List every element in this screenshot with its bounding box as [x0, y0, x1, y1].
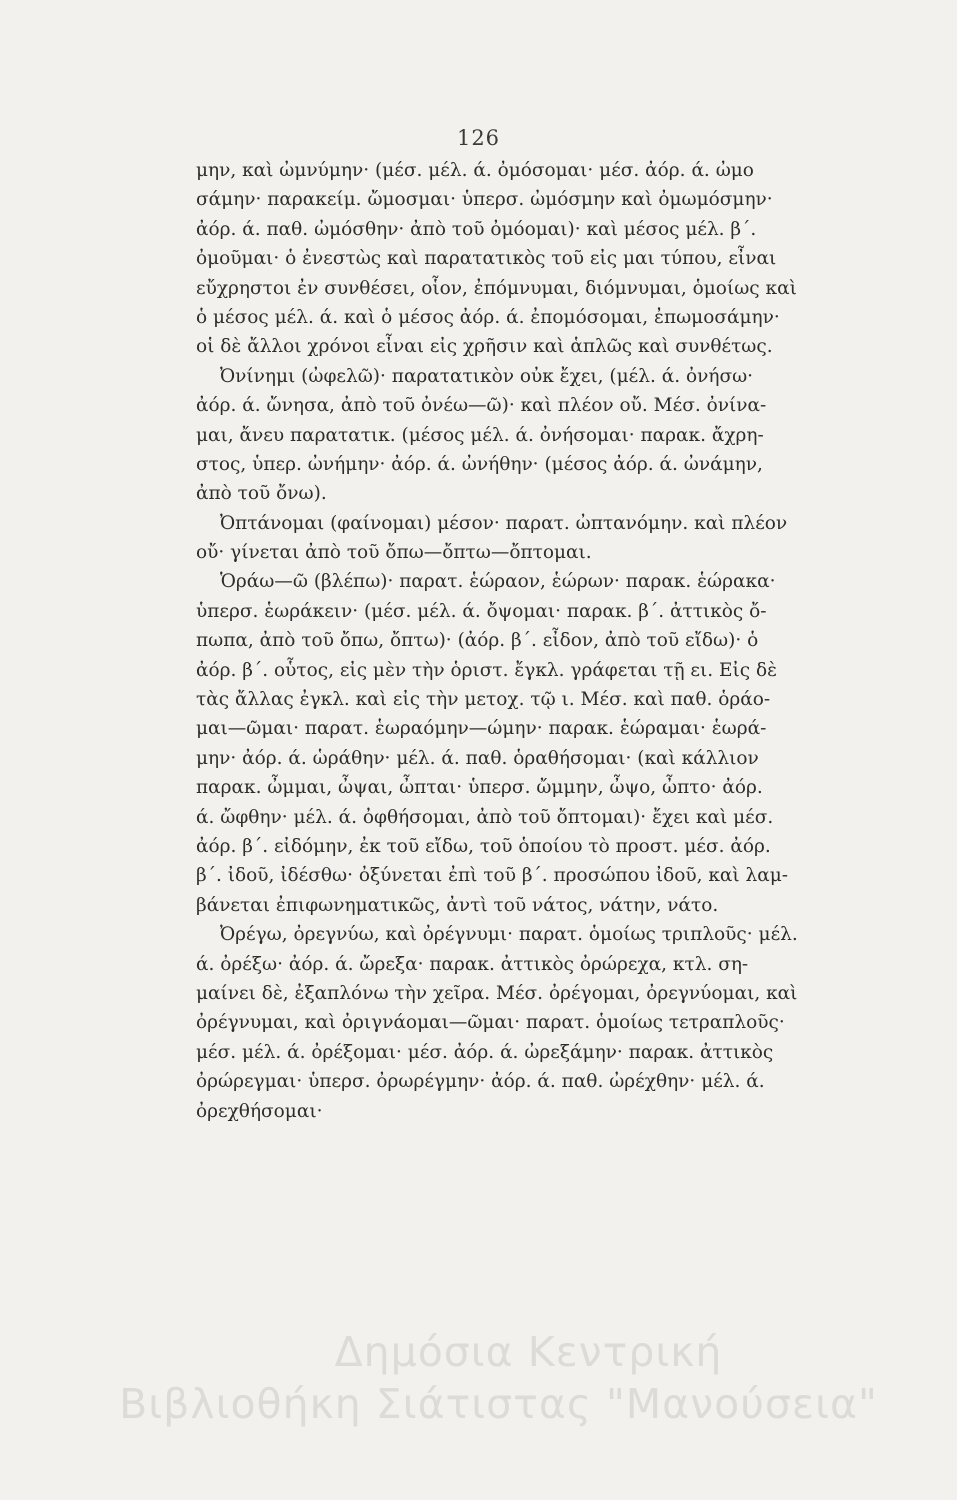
library-watermark-line-1: Δημόσια Κεντρική	[334, 1328, 723, 1376]
text-line: πωπα, ἀπὸ τοῦ ὄπω, ὄπτω)· (ἀόρ. β΄. εἶδον, ἀπὸ τοῦ εἴδω)· ὁ	[196, 630, 759, 652]
text-line: Ὀρέγω, ὀρεγνύω, καὶ ὀρέγνυμι· παρατ. ὁμοίως τριπλοῦς· μέλ.	[220, 924, 798, 946]
text-line: Ὀνίνημι (ὠφελῶ)· παρατατικὸν οὐκ ἔχει, (μέλ. ά. ὀνήσω·	[220, 365, 754, 387]
text-line: ὀρώρεγμαι· ὑπερσ. ὀρωρέγμην· ἀόρ. ά. παθ. ὠρέχθην· μέλ. ά.	[196, 1071, 765, 1093]
text-line: μαι—ῶμαι· παρατ. ἑωραόμην—ώμην· παρακ. ἑώραμαι· ἑωρά-	[196, 718, 767, 740]
text-line: ἀόρ. ά. ὤνησα, ἀπὸ τοῦ ὀνέω—ῶ)· καὶ πλέον οὔ. Μέσ. ὀνίνα-	[196, 395, 767, 417]
text-line: εὔχρηστοι ἐν συνθέσει, οἷον, ἐπόμνυμαι, διόμνυμαι, ὁμοίως καὶ	[196, 277, 797, 299]
text-line: ὑπερσ. ἑωράκειν· (μέσ. μέλ. ά. ὄψομαι· παρακ. β΄. ἀττικὸς ὄ-	[196, 600, 767, 622]
text-line: μην· ἀόρ. ά. ὡράθην· μέλ. ά. παθ. ὁραθήσομαι· (καὶ κάλλιον	[196, 747, 759, 769]
text-line: ἀπὸ τοῦ ὄνω).	[196, 483, 327, 505]
text-line: ὀρέγνυμαι, καὶ ὀριγνάομαι—ῶμαι· παρατ. ὁμοίως τετραπλοῦς·	[196, 1012, 785, 1034]
page-number: 126	[456, 126, 501, 150]
text-line: Ὀπτάνομαι (φαίνομαι) μέσον· παρατ. ὠπτανόμην. καὶ πλέον	[220, 512, 788, 534]
text-line: μέσ. μέλ. ά. ὀρέξομαι· μέσ. ἀόρ. ά. ὠρεξάμην· παρακ. ἀττικὸς	[196, 1041, 774, 1063]
text-line: τὰς ἄλλας ἐγκλ. καὶ εἰς τὴν μετοχ. τῷ ι. Μέσ. καὶ παθ. ὁράο-	[196, 689, 771, 711]
text-line: στος, ὑπερ. ὠνήμην· ἀόρ. ά. ὠνήθην· (μέσος ἀόρ. ά. ὠνάμην,	[196, 453, 763, 475]
library-watermark-line-2: Βιβλιοθήκη Σιάτιστας "Μανούσεια"	[119, 1380, 878, 1428]
text-line: β΄. ἰδοῦ, ἰδέσθω· ὀξύνεται ἐπὶ τοῦ β΄. προσώπου ἰδοῦ, καὶ λαμ-	[196, 865, 789, 887]
text-line: ἀόρ. ά. παθ. ὠμόσθην· ἀπὸ τοῦ ὀμόομαι)· καὶ μέσος μέλ. β΄.	[196, 218, 757, 240]
text-line: μαι, ἄνευ παρατατικ. (μέσος μέλ. ά. ὀνήσομαι· παρακ. ἄχρη-	[196, 424, 764, 446]
text-line: οὔ· γίνεται ἀπὸ τοῦ ὄπω—ὄπτω—ὄπτομαι.	[196, 542, 592, 564]
text-line: οἱ δὲ ἄλλοι χρόνοι εἶναι εἰς χρῆσιν καὶ ἁπλῶς καὶ συνθέτως.	[196, 336, 773, 358]
text-line: μαίνει δὲ, ἐξαπλόνω τὴν χεῖρα. Μέσ. ὀρέγομαι, ὀρεγνύομαι, καὶ	[196, 982, 798, 1004]
text-line: βάνεται ἐπιφωνηματικῶς, ἀντὶ τοῦ νάτος, νάτην, νάτο.	[196, 894, 719, 916]
text-line: ὁ μέσος μέλ. ά. καὶ ὁ μέσος ἀόρ. ά. ἐπομόσομαι, ἐπωμοσάμην·	[196, 306, 780, 328]
text-line: ὀμοῦμαι· ὁ ἐνεστὼς καὶ παρατατικὸς τοῦ εἰς μαι τύπου, εἶναι	[196, 248, 777, 270]
text-line: σάμην· παρακείμ. ὤμοσμαι· ὑπερσ. ὠμόσμην καὶ ὀμωμόσμην·	[196, 189, 773, 211]
text-line: ά. ὀρέξω· ἀόρ. ά. ὤρεξα· παρακ. ἀττικὸς ὀρώρεχα, κτλ. ση-	[196, 953, 749, 975]
page-body-text	[196, 156, 856, 1126]
text-line: μην, καὶ ὠμνύμην· (μέσ. μέλ. ά. ὀμόσομαι· μέσ. ἀόρ. ά. ὠμο	[196, 160, 754, 181]
text-line: Ὁράω—ῶ (βλέπω)· παρατ. ἑώραον, ἑώρων· παρακ. ἑώρακα·	[220, 571, 776, 593]
text-line: ἀόρ. β΄. οὗτος, εἰς μὲν τὴν ὁριστ. ἔγκλ. γράφεται τῇ ει. Εἰς δὲ	[196, 659, 778, 681]
text-line: ἀόρ. β΄. εἰδόμην, ἐκ τοῦ εἴδω, τοῦ ὁποίου τὸ προστ. μέσ. ἀόρ.	[196, 835, 771, 857]
text-line: παρακ. ὦμμαι, ὦψαι, ὦπται· ὑπερσ. ὤμμην, ὦψο, ὦπτο· ἀόρ.	[196, 777, 763, 799]
text-line: ά. ὤφθην· μέλ. ά. ὀφθήσομαι, ἀπὸ τοῦ ὄπτομαι)· ἔχει καὶ μέσ.	[196, 806, 774, 828]
text-line: ὀρεχθήσομαι·	[196, 1100, 323, 1122]
